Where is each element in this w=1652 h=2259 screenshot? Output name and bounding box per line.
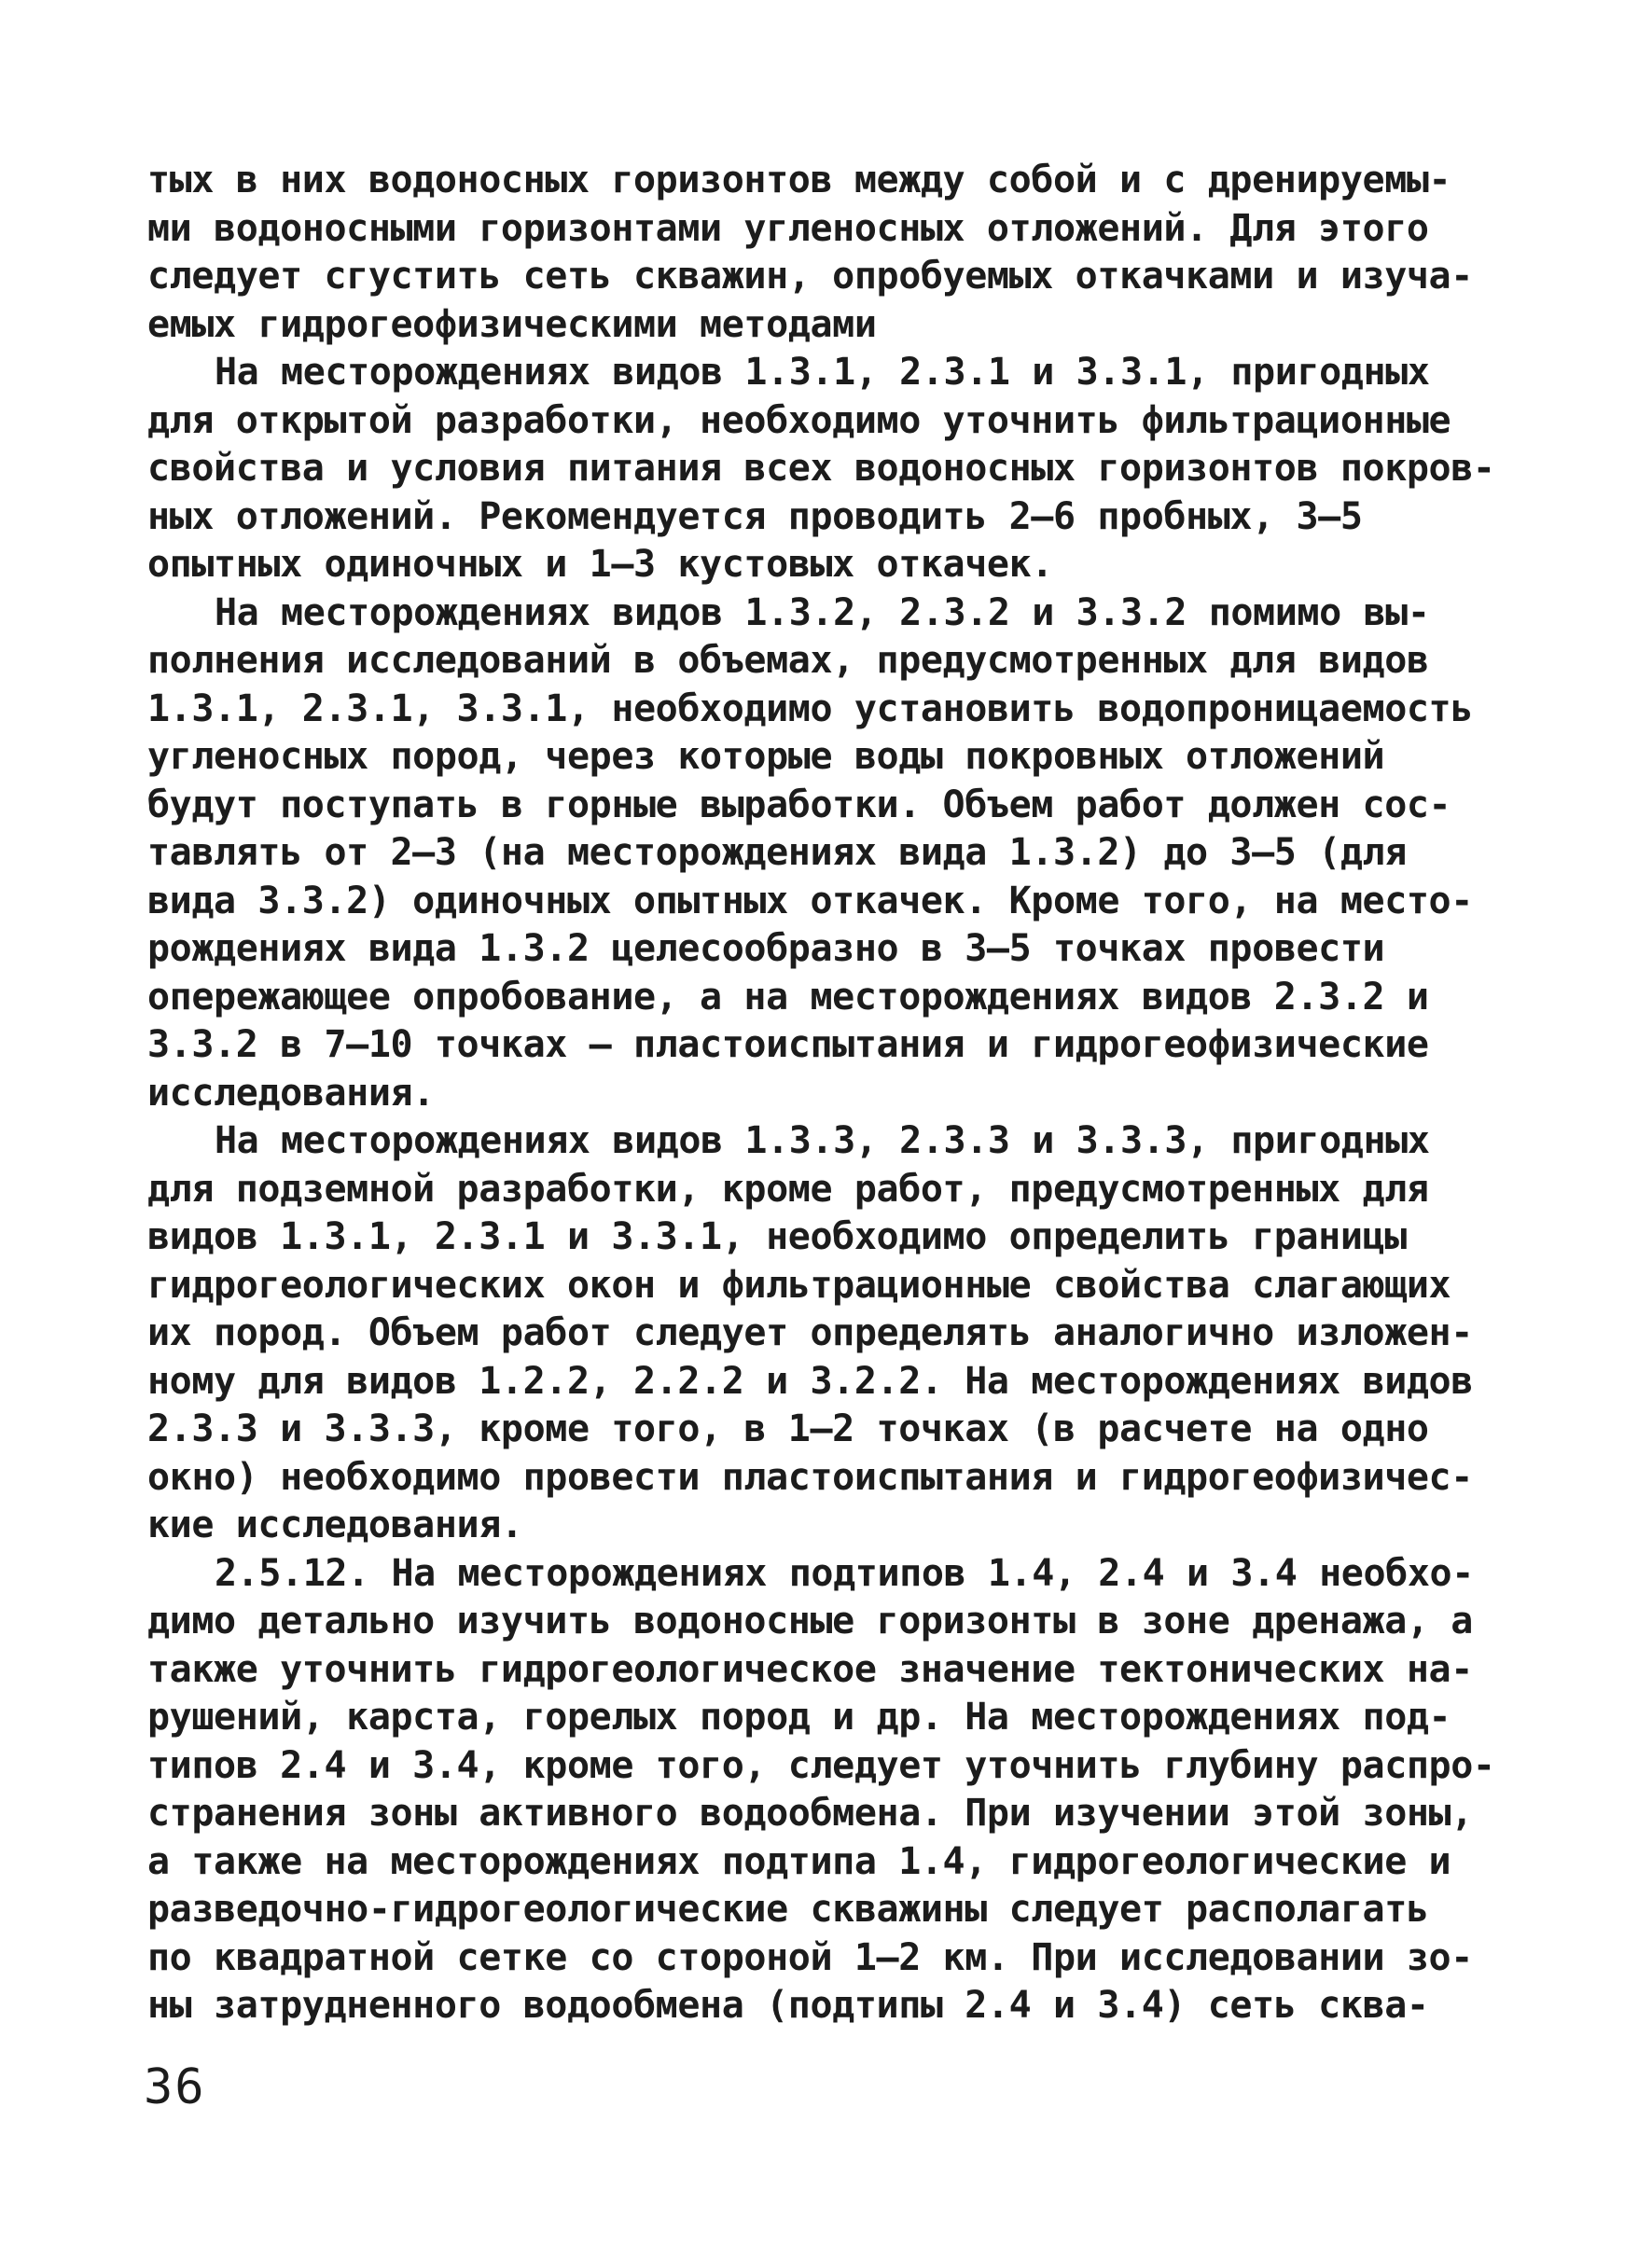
page-body-text [147,157,1519,2030]
paragraph-section-2-5-12: 2.5.12. На месторождениях подтипов 1.4, 2.4 и 3.4 необхо- димо детально изучить водоносные горизонты в зоне дренажа, а также уточнить гидрогеологическое значение тектонических на- рушений, карста, горелых пород и др. На месторождениях под- типов 2.4 и 3.4, кроме того, следует уточнить глубину распро- странения зоны активного водообмена. При изучении этой зоны, а также на месторождениях подтипа 1.4, гидрогеологические и разведочно-гидрогеологические скважины следует располагать по квадратной сетке со стороной 1–2 км. При исследовании зо- ны затрудненного водообмена (подтипы 2.4 и 3.4) сеть сква- [147,1551,1495,2027]
paragraph-open-pit-deposits: На месторождениях видов 1.3.1, 2.3.1 и 3.3.1, пригодных для открытой разработки, необходимо уточнить фильтрационные свойства и условия питания всех водоносных горизонтов покров- ных отложений. Рекомендуется проводить 2–6 пробных, 3–5 опытных одиночных и 1–3 кустовых откачек. [147,351,1495,586]
paragraph-continuation: тых в них водоносных горизонтов между собой и с дренируемы- ми водоносными горизонтами угленосных отложений. Для этого следует сгустить сеть скважин, опробуемых откачками и изуча- емых гидрогеофизическими методами [147,159,1473,346]
page-number: 36 [144,2059,206,2115]
paragraph-underground-deposits: На месторождениях видов 1.3.3, 2.3.3 и 3.3.3, пригодных для подземной разработки, кроме работ, предусмотренных для видов 1.3.1, 2.3.1 и 3.3.1, необходимо определить границы гидрогеологических окон и фильтрационные свойства слагающих их пород. Объем работ следует определять аналогично изложен- ному для видов 1.2.2, 2.2.2 и 3.2.2. На месторождениях видов 2.3.3 и 3.3.3, кроме того, в 1–2 точках (в расчете на одно окно) необходимо провести пластоиспытания и гидрогеофизичес- кие исследования. [147,1119,1473,1546]
paragraph-deposits-1-3-2: На месторождениях видов 1.3.2, 2.3.2 и 3.3.2 помимо вы- полнения исследований в объемах, предусмотренных для видов 1.3.1, 2.3.1, 3.3.1, необходимо установить водопроницаемость угленосных пород, через которые воды покровных отложений будут поступать в горные выработки. Объем работ должен сос- тавлять от 2–3 (на месторождениях вида 1.3.2) до 3–5 (для вида 3.3.2) одиночных опытных откачек. Кроме того, на место- рождениях вида 1.3.2 целесообразно в 3–5 точках провести опережающее опробование, а на месторождениях видов 2.3.2 и 3.3.2 в 7–10 точках – пластоиспытания и гидрогеофизические исследования. [147,590,1473,1115]
